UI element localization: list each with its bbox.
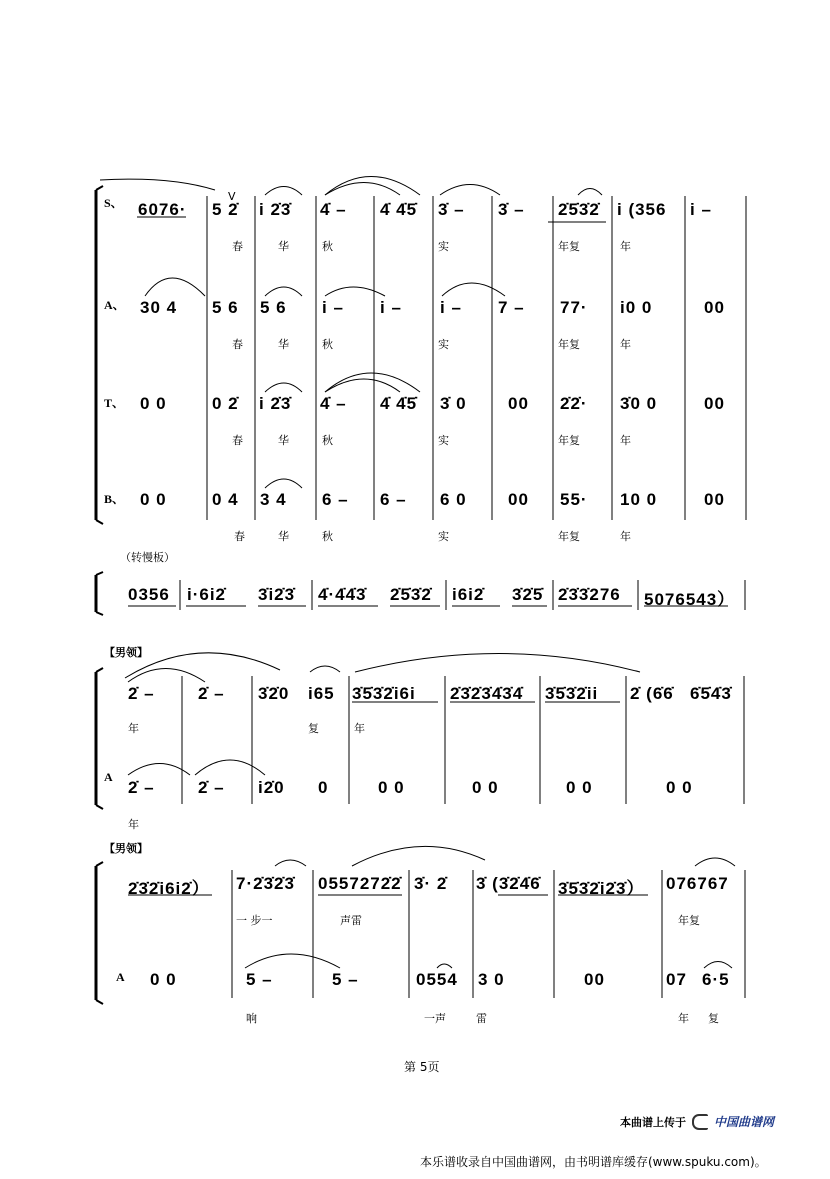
- note-group: 0: [318, 778, 329, 797]
- lyric: 年: [128, 722, 139, 735]
- note-group: 2̇3̇3̇276: [558, 585, 621, 604]
- note-group: 3̇5̇3̇2̇i6i: [352, 684, 416, 703]
- lyric: 响: [246, 1012, 257, 1025]
- note-group: i –: [322, 298, 344, 317]
- note-group: 2̇5̇3̇2̇: [558, 200, 600, 219]
- lyric: 实: [438, 434, 449, 447]
- note-group: 0 0: [140, 490, 167, 509]
- lyric: 年复: [558, 338, 580, 351]
- footer-note: 本乐谱收录自中国曲谱网，由书明谱库缓存(www.spuku.com)。: [420, 1155, 767, 1169]
- note-group: 3̇5̇3̇2̇i2̇3̇）: [558, 879, 645, 898]
- note-group: 00: [508, 490, 529, 509]
- lyric: 实: [438, 530, 449, 543]
- note-group: 3 4: [260, 490, 287, 509]
- note-group: i –: [690, 200, 712, 219]
- note-group: 0554: [416, 970, 458, 989]
- note-group: 00: [704, 490, 725, 509]
- note-group: 2̇ –: [198, 684, 225, 703]
- note-group: 3̇2̇5̇: [512, 585, 544, 604]
- voice-label-soprano: S、: [104, 196, 123, 210]
- note-group: 0 4: [212, 490, 239, 509]
- note-group: 2̇3̇2̇3̇4̇3̇4̇: [450, 684, 524, 703]
- note-group: 00: [584, 970, 605, 989]
- note-group: 5 –: [246, 970, 273, 989]
- voice-label-bass: B、: [104, 492, 125, 506]
- lyric: 实: [438, 240, 449, 253]
- note-group: 5076543）: [644, 590, 736, 609]
- lyric: 秋: [322, 434, 333, 447]
- voice-label-alto: A: [116, 970, 125, 984]
- note-group: i 2̇3̇: [259, 200, 292, 219]
- lyric: 年复: [558, 434, 580, 447]
- note-group: 5 6: [260, 298, 287, 317]
- note-group: 4̇ –: [320, 394, 347, 413]
- note-group: 0 2̇: [212, 394, 239, 413]
- note-group: 6 –: [322, 490, 349, 509]
- lyric: 年: [620, 240, 631, 253]
- note-group: 00: [704, 394, 725, 413]
- brand-name: 中国曲谱网: [714, 1115, 775, 1129]
- lyric: 一声: [424, 1012, 446, 1025]
- section-label: 【男领】: [104, 646, 148, 659]
- note-group: 00: [704, 298, 725, 317]
- voice-label-alto: A: [104, 770, 113, 784]
- note-group: 3 0: [478, 970, 505, 989]
- lyric: 声雷: [340, 914, 362, 927]
- note-group: 3̇ (3̇2̇4̇6̇: [476, 874, 541, 893]
- note-group: 5 –: [332, 970, 359, 989]
- section-label: 【男领】: [104, 842, 148, 855]
- note-group: 55·: [560, 490, 588, 509]
- upload-credit: [620, 1113, 774, 1130]
- note-group: 6̇5̇4̇3̇: [690, 684, 732, 703]
- note-group: 77·: [560, 298, 588, 317]
- lyric: 华: [278, 338, 289, 351]
- note-group: 3̇· 2̇: [414, 874, 448, 893]
- note-group: i 2̇3̇: [259, 394, 292, 413]
- lyric: 实: [438, 338, 449, 351]
- svg-text:V: V: [228, 190, 236, 203]
- lyric: 年: [354, 722, 365, 735]
- lyric: 春: [232, 240, 243, 253]
- note-group: 4̇ 4̇5̇: [380, 200, 418, 219]
- upload-note: 本曲谱上传于: [620, 1115, 686, 1129]
- note-group: i (356: [617, 200, 667, 219]
- lyric: 华: [278, 434, 289, 447]
- voice-label-tenor: T、: [104, 396, 125, 410]
- lyric: 雷: [476, 1012, 487, 1025]
- note-group: i0 0: [620, 298, 653, 317]
- note-group: 076767: [666, 874, 729, 893]
- lyric: 秋: [322, 240, 333, 253]
- tempo-mark: （转慢板）: [120, 551, 175, 564]
- note-group: 0 0: [378, 778, 405, 797]
- lyric: 年复: [678, 914, 700, 927]
- note-group: 0 0: [472, 778, 499, 797]
- note-group: 2̇2̇·: [560, 394, 588, 413]
- note-group: 30 4: [140, 298, 178, 317]
- lyric: 华: [278, 240, 289, 253]
- note-group: 3̇i2̇3̇: [258, 585, 296, 604]
- note-group: 3̇5̇3̇2̇ii: [545, 684, 599, 703]
- lyric: 年复: [558, 530, 580, 543]
- note-group: 3̇ –: [498, 200, 525, 219]
- brand-logo-icon: [692, 1114, 708, 1130]
- note-group: 0557272̇2̇: [318, 874, 402, 893]
- note-group: i65: [308, 684, 335, 703]
- note-group: 5 2̇: [212, 200, 239, 219]
- note-group: 4̇ –: [320, 200, 347, 219]
- note-group: 2̇3̇2̇i6i2̇）: [128, 879, 210, 898]
- note-group: 6076·: [138, 200, 187, 219]
- note-group: i·6i2̇: [187, 585, 227, 604]
- note-group: 00: [508, 394, 529, 413]
- note-group: 2̇ (6̇6̇: [630, 684, 674, 703]
- lyric: 年: [620, 338, 631, 351]
- note-group: i –: [380, 298, 402, 317]
- note-group: 6 –: [380, 490, 407, 509]
- note-group: 3̇2̇0: [258, 684, 290, 703]
- note-group: 0 0: [666, 778, 693, 797]
- lyric: 春: [232, 434, 243, 447]
- note-group: 0 0: [140, 394, 167, 413]
- lyric: 一 步一: [236, 914, 273, 927]
- note-group: 2̇ –: [198, 778, 225, 797]
- note-group: 7·2̇3̇2̇3̇: [236, 874, 295, 893]
- lyric: 华: [278, 530, 289, 543]
- note-group: 0 0: [566, 778, 593, 797]
- note-group: 3̇ –: [438, 200, 465, 219]
- note-group: 0 0: [150, 970, 177, 989]
- lyric: 年: [128, 818, 139, 831]
- note-group: 3̇0 0: [620, 394, 658, 413]
- note-group: 5 6: [212, 298, 239, 317]
- note-group: 4̇·4̇4̇3̇: [318, 585, 367, 604]
- lyric: 年复: [558, 240, 580, 253]
- voice-label-alto: A、: [104, 298, 125, 312]
- note-group: 7 –: [498, 298, 525, 317]
- note-group: i2̇0: [258, 778, 285, 797]
- note-group: 2̇5̇3̇2̇: [390, 585, 432, 604]
- page-number: 第 5页: [404, 1060, 440, 1074]
- lyric: 秋: [322, 338, 333, 351]
- lyric: 年: [620, 530, 631, 543]
- lyric: 年: [620, 434, 631, 447]
- lyric: 复: [708, 1012, 719, 1025]
- note-group: 6·5: [702, 970, 730, 989]
- lyric: 春: [234, 530, 245, 543]
- lyric: 秋: [322, 530, 333, 543]
- note-group: 07: [666, 970, 687, 989]
- note-group: 3̇ 0: [440, 394, 467, 413]
- note-group: 2̇ –: [128, 778, 155, 797]
- note-group: 6 0: [440, 490, 467, 509]
- lyric: 年: [678, 1012, 689, 1025]
- note-group: 4̇ 4̇5̇: [380, 394, 418, 413]
- note-group: i6i2̇: [452, 585, 485, 604]
- note-group: 0356: [128, 585, 170, 604]
- note-group: 10 0: [620, 490, 658, 509]
- lyric: 复: [308, 722, 319, 735]
- lyric: 春: [232, 338, 243, 351]
- note-group: i –: [440, 298, 462, 317]
- note-group: 2̇ –: [128, 684, 155, 703]
